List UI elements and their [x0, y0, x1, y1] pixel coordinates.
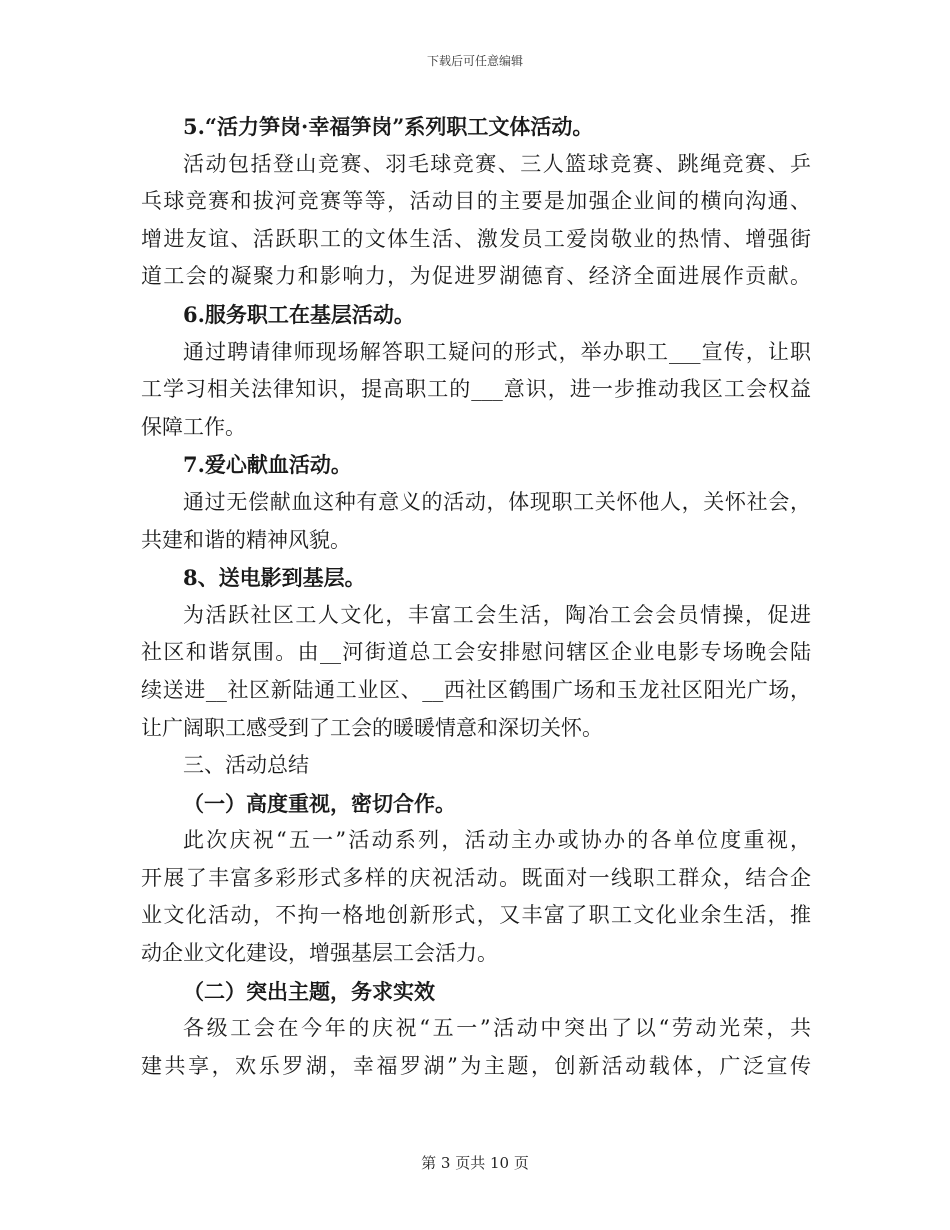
paragraph-line: 让广阔职工感受到了工会的暖暖情意和深切关怀。: [141, 715, 603, 740]
subsection-heading-2: （二）突出主题，务求实效: [183, 978, 435, 1004]
paragraph-line: 为活跃社区工人文化，丰富工会生活，陶冶工会会员情操，促进: [183, 602, 811, 627]
paragraph-line: 各级工会在今年的庆祝“五一”活动中突出了以“劳动光荣，共: [183, 1016, 811, 1041]
paragraph-line: 增进友谊、活跃职工的文体生活、激发员工爱岗敬业的热情、增强街: [141, 226, 811, 251]
paragraph-line: 通过聘请律师现场解答职工疑问的形式，举办职工___宣传，让职: [183, 339, 811, 364]
paragraph-line: 通过无偿献血这种有意义的活动，体现职工关怀他人，关怀社会，: [183, 489, 811, 514]
paragraph-line: 续送进__社区新陆通工业区、__西社区鹤围广场和玉龙社区阳光广场，: [141, 677, 811, 702]
paragraph-line: 共建和谐的精神风貌。: [141, 527, 351, 552]
paragraph-line: 工学习相关法律知识，提高职工的___意识，进一步推动我区工会权益: [141, 377, 811, 402]
paragraph-line: 建共享，欢乐罗湖，幸福罗湖”为主题，创新活动载体，广泛宣传: [141, 1053, 811, 1078]
subsection-heading-1: （一）高度重视，密切合作。: [183, 790, 456, 816]
paragraph-line: 保障工作。: [141, 414, 246, 439]
paragraph-line: 活动包括登山竞赛、羽毛球竞赛、三人篮球竞赛、跳绳竞赛、乒: [183, 151, 811, 176]
paragraph-line: 乓球竞赛和拔河竞赛等等，活动目的主要是加强企业间的横向沟通、: [141, 189, 811, 214]
paragraph-line: 开展了丰富多彩形式多样的庆祝活动。既面对一线职工群众，结合企: [141, 865, 811, 890]
chapter-heading-summary: 三、活动总结: [183, 753, 309, 778]
section-heading-6: 6.服务职工在基层活动。: [183, 301, 415, 327]
section-heading-5: 5.“活力笋岗·幸福笋岗”系列职工文体活动。: [183, 114, 594, 139]
section-heading-7: 7.爱心献血活动。: [183, 452, 352, 478]
paragraph-line: 动企业文化建设，增强基层工会活力。: [141, 941, 498, 966]
paragraph-line: 道工会的凝聚力和影响力，为促进罗湖德育、经济全面进展作贡献。: [141, 264, 811, 289]
paragraph-line: 社区和谐氛围。由__河街道总工会安排慰问辖区企业电影专场晚会陆: [141, 640, 811, 665]
document-body: [141, 108, 811, 1085]
page-header: 下载后可任意编辑: [426, 54, 523, 68]
paragraph-line: 此次庆祝“五一”活动系列，活动主办或协办的各单位度重视，: [183, 828, 811, 853]
section-heading-8: 8、送电影到基层。: [183, 565, 366, 591]
paragraph-line: 业文化活动，不拘一格地创新形式，又丰富了职工文化业余生活，推: [141, 903, 811, 928]
page-number: 第 3 页共 10 页: [421, 1154, 529, 1172]
